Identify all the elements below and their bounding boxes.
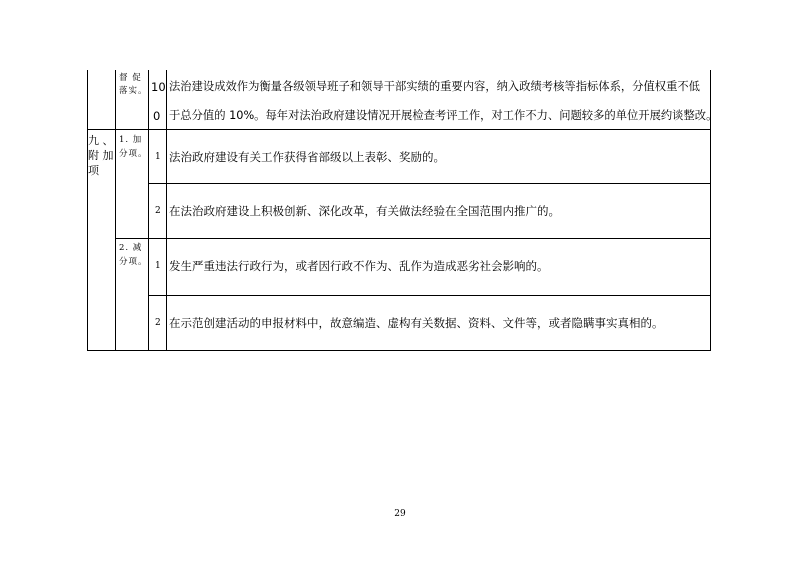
- content-line2: 于总分值的 10%。每年对法治政府建设情况开展检查考评工作，对工作不力、问题较多的单位开展约谈整改。: [169, 109, 718, 122]
- deduction-label-line2: 分项。: [119, 257, 148, 267]
- border-item3-bottom: [148, 295, 711, 296]
- category-line2: 附 加: [88, 149, 114, 162]
- border-col1: [115, 70, 116, 351]
- score-line2: 0: [153, 109, 161, 123]
- deduction-item1-text: 发生严重违法行政行为，或者因行政不作为、乱作为造成恶劣社会影响的。: [169, 259, 549, 273]
- bonus-label-line2: 分项。: [119, 149, 148, 159]
- category-line1: 九 、: [88, 134, 114, 147]
- content-line1: 法治建设成效作为衡量各级领导班子和领导干部实绩的重要内容，纳入政绩考核等指标体系，分值权重不低: [169, 80, 700, 93]
- border-item1-bottom: [148, 183, 711, 184]
- subcategory-line1: 督 促: [119, 73, 142, 83]
- bonus-item2-text: 在法治政府建设上积极创新、深化改革，有关做法经验在全国范围内推广的。: [169, 204, 560, 218]
- deduction-label-line1: 2. 减: [119, 243, 143, 253]
- border-col2: [148, 70, 149, 351]
- category-line3: 项: [88, 164, 99, 177]
- bonus-item1-number: 1: [155, 152, 161, 162]
- deduction-item1-number: 1: [155, 261, 161, 271]
- subcategory-line2: 落实。: [119, 86, 148, 96]
- bonus-label-line1: 1. 加: [119, 135, 143, 145]
- border-left: [87, 70, 88, 351]
- score-line1: 10: [151, 80, 166, 94]
- bonus-item1-text: 法治政府建设有关工作获得省部级以上表彰、奖励的。: [169, 150, 445, 164]
- deduction-item2-number: 2: [155, 318, 161, 328]
- border-group1-bottom: [115, 238, 711, 239]
- deduction-item2-text: 在示范创建活动的申报材料中，故意编造、虚构有关数据、资料、文件等，或者隐瞒事实真相的。: [169, 316, 664, 330]
- border-bottom: [87, 350, 711, 351]
- page-number: 29: [394, 509, 406, 519]
- border-row1-bottom: [87, 129, 711, 130]
- bonus-item2-number: 2: [155, 206, 161, 216]
- border-col3: [166, 70, 167, 351]
